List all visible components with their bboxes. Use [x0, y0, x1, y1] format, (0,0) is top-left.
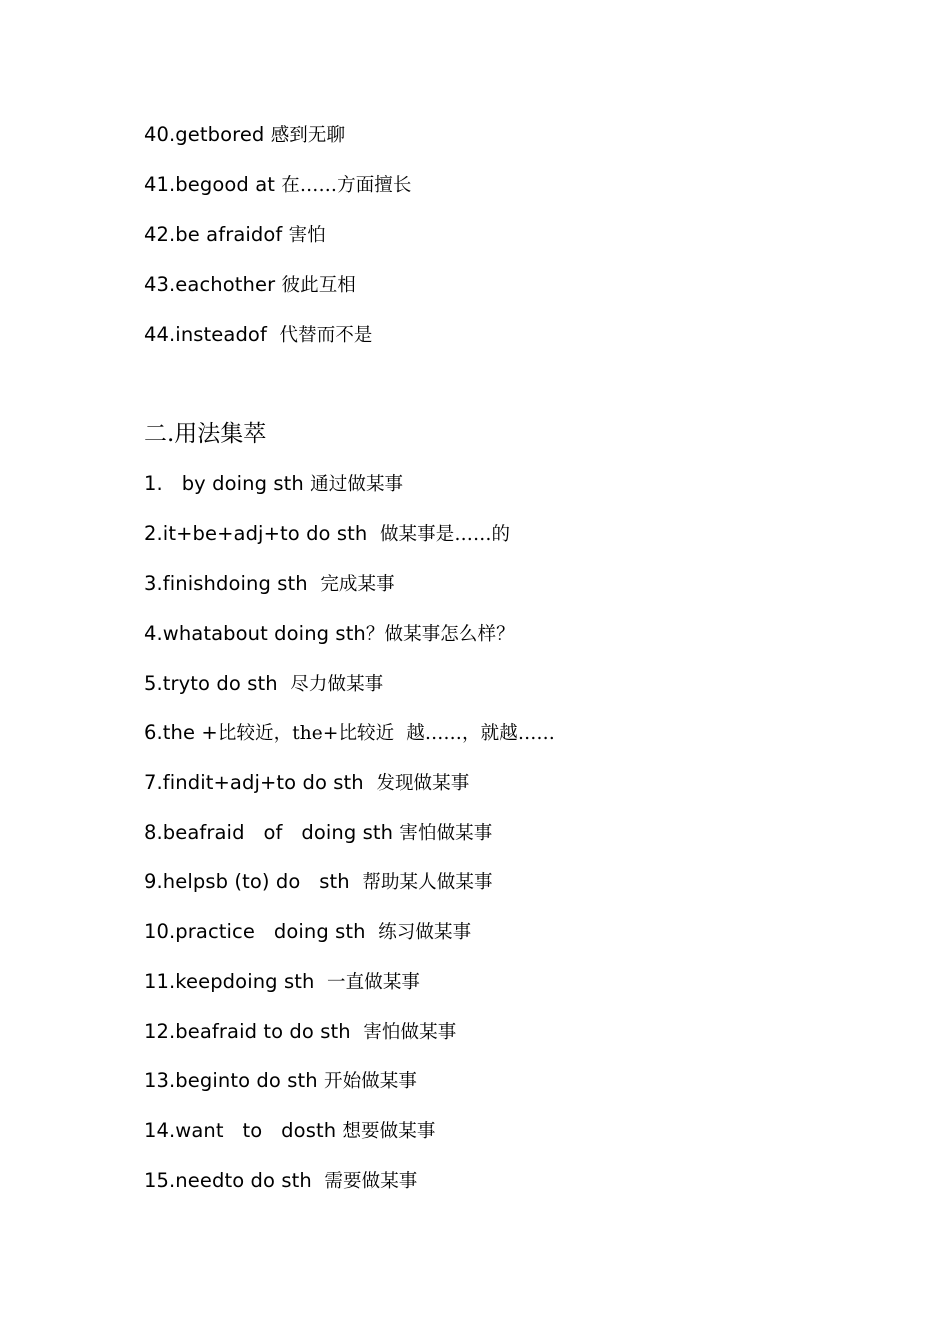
usage-meaning: ？做某事怎么样？ [365, 624, 515, 645]
vocab-meaning: 害怕 [288, 225, 326, 246]
usage-term: 13.beginto do sth [144, 1069, 324, 1092]
usage-item-2 [144, 521, 510, 548]
usage-term: 9.helpsb (to) do sth [144, 870, 363, 893]
usage-meaning: 害怕做某事 [363, 1022, 457, 1043]
vocab-item-42 [144, 222, 326, 249]
usage-meaning: 帮助某人做某事 [362, 872, 493, 893]
usage-item-13 [144, 1068, 417, 1095]
usage-term: 1. by doing sth [144, 472, 311, 495]
vocab-term: 42.be afraidof [144, 223, 289, 246]
usage-item-8 [144, 820, 492, 847]
usage-item-6 [144, 720, 555, 747]
usage-term: 3.finishdoing sth [144, 572, 321, 595]
usage-term: 11.keepdoing sth [144, 970, 328, 993]
vocab-meaning: 代替而不是 [279, 325, 373, 346]
vocab-term: 44.insteadof [144, 323, 280, 346]
usage-meaning: 一直做某事 [327, 972, 421, 993]
usage-meaning: 尽力做某事 [290, 674, 384, 695]
usage-term: 10.practice doing sth [144, 920, 379, 943]
usage-term: 8.beafraid of doing sth [144, 821, 400, 844]
usage-term: 15.needto do sth [144, 1169, 325, 1192]
usage-meaning: 通过做某事 [310, 474, 404, 495]
usage-term: 6.the + [144, 721, 218, 744]
usage-item-12 [144, 1019, 456, 1046]
usage-item-11 [144, 969, 420, 996]
vocab-item-43 [144, 272, 356, 299]
usage-meaning: 做某事是……的 [379, 524, 511, 545]
usage-item-15 [144, 1168, 417, 1195]
vocab-item-44 [144, 322, 373, 349]
usage-meaning: 练习做某事 [378, 922, 472, 943]
usage-meaning: 需要做某事 [324, 1171, 418, 1192]
usage-term: 7.findit+adj+to do sth [144, 771, 377, 794]
usage-meaning: 想要做某事 [342, 1121, 436, 1142]
usage-meaning: 害怕做某事 [399, 823, 493, 844]
usage-term: 12.beafraid to do sth [144, 1020, 364, 1043]
usage-meaning: 发现做某事 [376, 773, 470, 794]
vocab-meaning: 彼此互相 [281, 275, 356, 296]
usage-term: 14.want to dosth [144, 1119, 343, 1142]
usage-item-1 [144, 471, 403, 498]
usage-item-5 [144, 671, 383, 698]
usage-item-7 [144, 770, 469, 797]
usage-meaning: 开始做某事 [324, 1071, 418, 1092]
usage-item-4 [144, 621, 515, 648]
usage-item-10 [144, 919, 471, 946]
usage-term: 4.whatabout doing sth [144, 622, 366, 645]
usage-term: 2.it+be+adj+to do sth [144, 522, 380, 545]
vocab-meaning: 感到无聊 [270, 125, 346, 146]
usage-item-9 [144, 869, 493, 896]
usage-meaning: 比较近，the+比较近 越……，就越…… [217, 723, 556, 744]
usage-term: 5.tryto do sth [144, 672, 291, 695]
usage-item-3 [144, 571, 395, 598]
vocab-term: 40.getbored [144, 123, 271, 146]
vocab-item-40 [144, 122, 345, 149]
usage-item-14 [144, 1118, 435, 1145]
section-heading: 二.用法集萃 [144, 421, 267, 447]
usage-meaning: 完成某事 [320, 574, 395, 595]
vocab-item-41 [144, 172, 412, 199]
vocab-term: 41.begood at [144, 173, 282, 196]
vocab-meaning: 在……方面擅长 [281, 175, 412, 196]
vocab-term: 43.eachother [144, 273, 282, 296]
